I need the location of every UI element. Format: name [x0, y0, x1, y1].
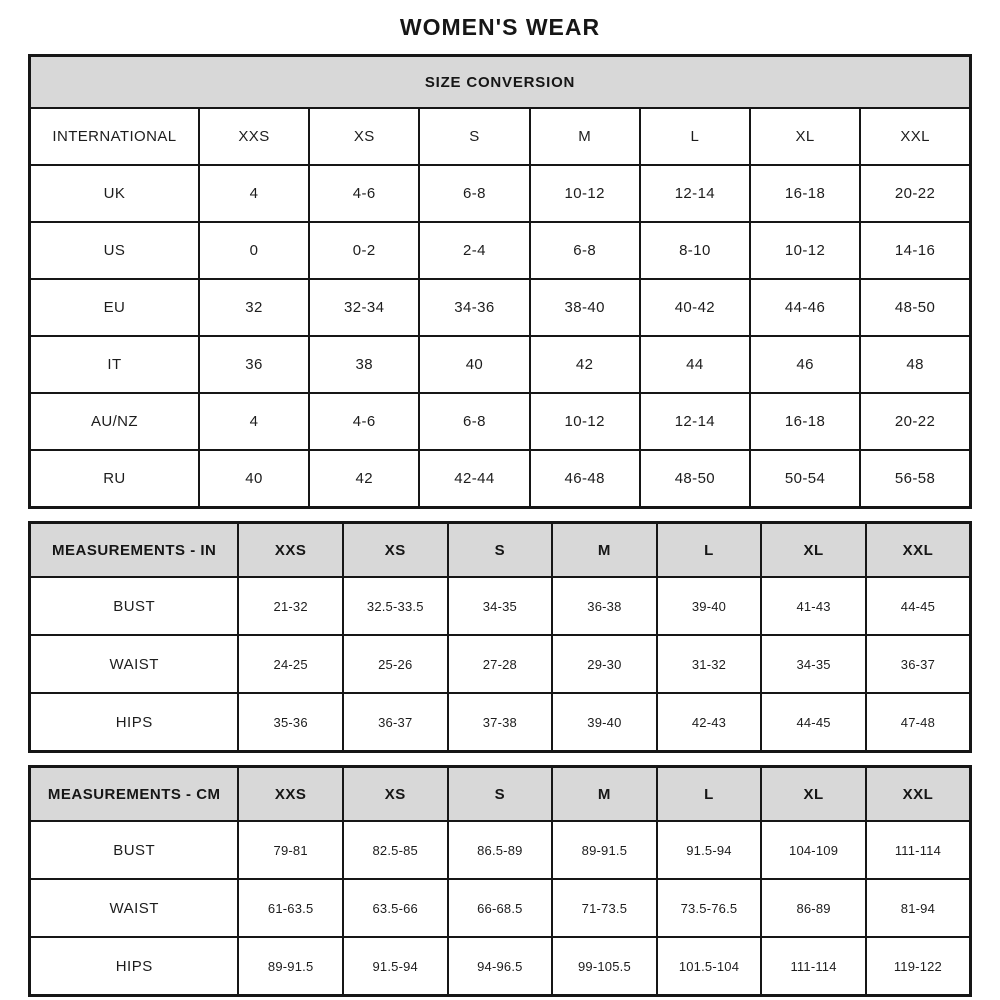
- cell: 48-50: [640, 450, 750, 508]
- cell: 4: [199, 165, 309, 222]
- cell: 63.5-66: [343, 879, 448, 937]
- cell: 38-40: [530, 279, 640, 336]
- row-label: US: [30, 222, 199, 279]
- cell: 119-122: [866, 937, 971, 996]
- cell: 94-96.5: [448, 937, 553, 996]
- cell: 10-12: [530, 165, 640, 222]
- cell: 71-73.5: [552, 879, 657, 937]
- cell: 6-8: [419, 393, 529, 450]
- column-header: XXL: [866, 767, 971, 822]
- row-label: BUST: [30, 577, 239, 635]
- table-row: [30, 879, 971, 937]
- cell: 48: [860, 336, 970, 393]
- cell: 41-43: [761, 577, 866, 635]
- cell: 8-10: [640, 222, 750, 279]
- table-row: [30, 336, 971, 393]
- cell: 40-42: [640, 279, 750, 336]
- cell: 91.5-94: [657, 821, 762, 879]
- cell: 86-89: [761, 879, 866, 937]
- cell: 34-36: [419, 279, 529, 336]
- cell: 44-45: [761, 693, 866, 752]
- cell: 34-35: [448, 577, 553, 635]
- row-label: WAIST: [30, 635, 239, 693]
- cell: 42-43: [657, 693, 762, 752]
- cell: 42: [309, 450, 419, 508]
- row-label: HIPS: [30, 693, 239, 752]
- table-title-header: MEASUREMENTS - CM: [30, 767, 239, 822]
- cell: 89-91.5: [552, 821, 657, 879]
- cell: 40: [419, 336, 529, 393]
- table-row: [30, 165, 971, 222]
- table-title-header: MEASUREMENTS - IN: [30, 523, 239, 578]
- column-header: XL: [761, 523, 866, 578]
- cell: 16-18: [750, 393, 860, 450]
- column-header: M: [552, 523, 657, 578]
- cell: 37-38: [448, 693, 553, 752]
- cell: 6-8: [530, 222, 640, 279]
- cell: 21-32: [238, 577, 343, 635]
- column-header: XXS: [238, 523, 343, 578]
- column-header-row: [30, 108, 971, 165]
- cell: 46-48: [530, 450, 640, 508]
- column-header: XS: [343, 523, 448, 578]
- cell: 48-50: [860, 279, 970, 336]
- cell: 39-40: [657, 577, 762, 635]
- cell: 66-68.5: [448, 879, 553, 937]
- cell: 61-63.5: [238, 879, 343, 937]
- cell: 32: [199, 279, 309, 336]
- cell: 46: [750, 336, 860, 393]
- cell: 44-46: [750, 279, 860, 336]
- column-header: XXS: [199, 108, 309, 165]
- cell: 35-36: [238, 693, 343, 752]
- cell: 29-30: [552, 635, 657, 693]
- cell: 20-22: [860, 165, 970, 222]
- table-row: [30, 635, 971, 693]
- cell: 14-16: [860, 222, 970, 279]
- cell: 91.5-94: [343, 937, 448, 996]
- column-header: S: [448, 767, 553, 822]
- page-title: WOMEN'S WEAR: [399, 14, 601, 40]
- measurements-in-table: [28, 521, 972, 753]
- table-banner-row: [30, 56, 971, 109]
- table-row: [30, 693, 971, 752]
- size-conversion-table: [28, 54, 972, 509]
- tables-wrapper: [28, 54, 972, 997]
- cell: 4-6: [309, 165, 419, 222]
- table-row: [30, 937, 971, 996]
- cell: 4-6: [309, 393, 419, 450]
- column-header: XL: [750, 108, 860, 165]
- cell: 99-105.5: [552, 937, 657, 996]
- row-label: AU/NZ: [30, 393, 199, 450]
- column-header: M: [530, 108, 640, 165]
- cell: 16-18: [750, 165, 860, 222]
- cell: 12-14: [640, 165, 750, 222]
- cell: 42-44: [419, 450, 529, 508]
- cell: 32.5-33.5: [343, 577, 448, 635]
- cell: 79-81: [238, 821, 343, 879]
- cell: 36-37: [866, 635, 971, 693]
- cell: 27-28: [448, 635, 553, 693]
- cell: 42: [530, 336, 640, 393]
- row-label: BUST: [30, 821, 239, 879]
- cell: 36-38: [552, 577, 657, 635]
- cell: 104-109: [761, 821, 866, 879]
- row-label: RU: [30, 450, 199, 508]
- cell: 0-2: [309, 222, 419, 279]
- cell: 86.5-89: [448, 821, 553, 879]
- column-header: INTERNATIONAL: [30, 108, 199, 165]
- cell: 44: [640, 336, 750, 393]
- cell: 4: [199, 393, 309, 450]
- cell: 12-14: [640, 393, 750, 450]
- column-header-row: [30, 767, 971, 822]
- row-label: HIPS: [30, 937, 239, 996]
- cell: 89-91.5: [238, 937, 343, 996]
- cell: 39-40: [552, 693, 657, 752]
- table-row: [30, 393, 971, 450]
- cell: 2-4: [419, 222, 529, 279]
- cell: 0: [199, 222, 309, 279]
- cell: 111-114: [866, 821, 971, 879]
- row-label: WAIST: [30, 879, 239, 937]
- cell: 36: [199, 336, 309, 393]
- table-row: [30, 450, 971, 508]
- table-row: [30, 821, 971, 879]
- cell: 36-37: [343, 693, 448, 752]
- cell: 50-54: [750, 450, 860, 508]
- row-label: UK: [30, 165, 199, 222]
- column-header: XS: [309, 108, 419, 165]
- column-header: XXS: [238, 767, 343, 822]
- cell: 25-26: [343, 635, 448, 693]
- cell: 40: [199, 450, 309, 508]
- column-header: L: [640, 108, 750, 165]
- cell: 111-114: [761, 937, 866, 996]
- cell: 47-48: [866, 693, 971, 752]
- cell: 6-8: [419, 165, 529, 222]
- table-row: [30, 222, 971, 279]
- table-banner: SIZE CONVERSION: [30, 56, 971, 109]
- cell: 82.5-85: [343, 821, 448, 879]
- table-row: [30, 279, 971, 336]
- cell: 101.5-104: [657, 937, 762, 996]
- cell: 73.5-76.5: [657, 879, 762, 937]
- cell: 38: [309, 336, 419, 393]
- column-header: XL: [761, 767, 866, 822]
- cell: 44-45: [866, 577, 971, 635]
- cell: 34-35: [761, 635, 866, 693]
- cell: 10-12: [750, 222, 860, 279]
- cell: 81-94: [866, 879, 971, 937]
- column-header: M: [552, 767, 657, 822]
- column-header: S: [448, 523, 553, 578]
- cell: 56-58: [860, 450, 970, 508]
- column-header: L: [657, 767, 762, 822]
- table-row: [30, 577, 971, 635]
- column-header: XXL: [866, 523, 971, 578]
- measurements-cm-table: [28, 765, 972, 997]
- cell: 10-12: [530, 393, 640, 450]
- column-header: S: [419, 108, 529, 165]
- cell: 32-34: [309, 279, 419, 336]
- row-label: IT: [30, 336, 199, 393]
- column-header: XS: [343, 767, 448, 822]
- row-label: EU: [30, 279, 199, 336]
- cell: 20-22: [860, 393, 970, 450]
- cell: 24-25: [238, 635, 343, 693]
- column-header: L: [657, 523, 762, 578]
- column-header-row: [30, 523, 971, 578]
- cell: 31-32: [657, 635, 762, 693]
- column-header: XXL: [860, 108, 970, 165]
